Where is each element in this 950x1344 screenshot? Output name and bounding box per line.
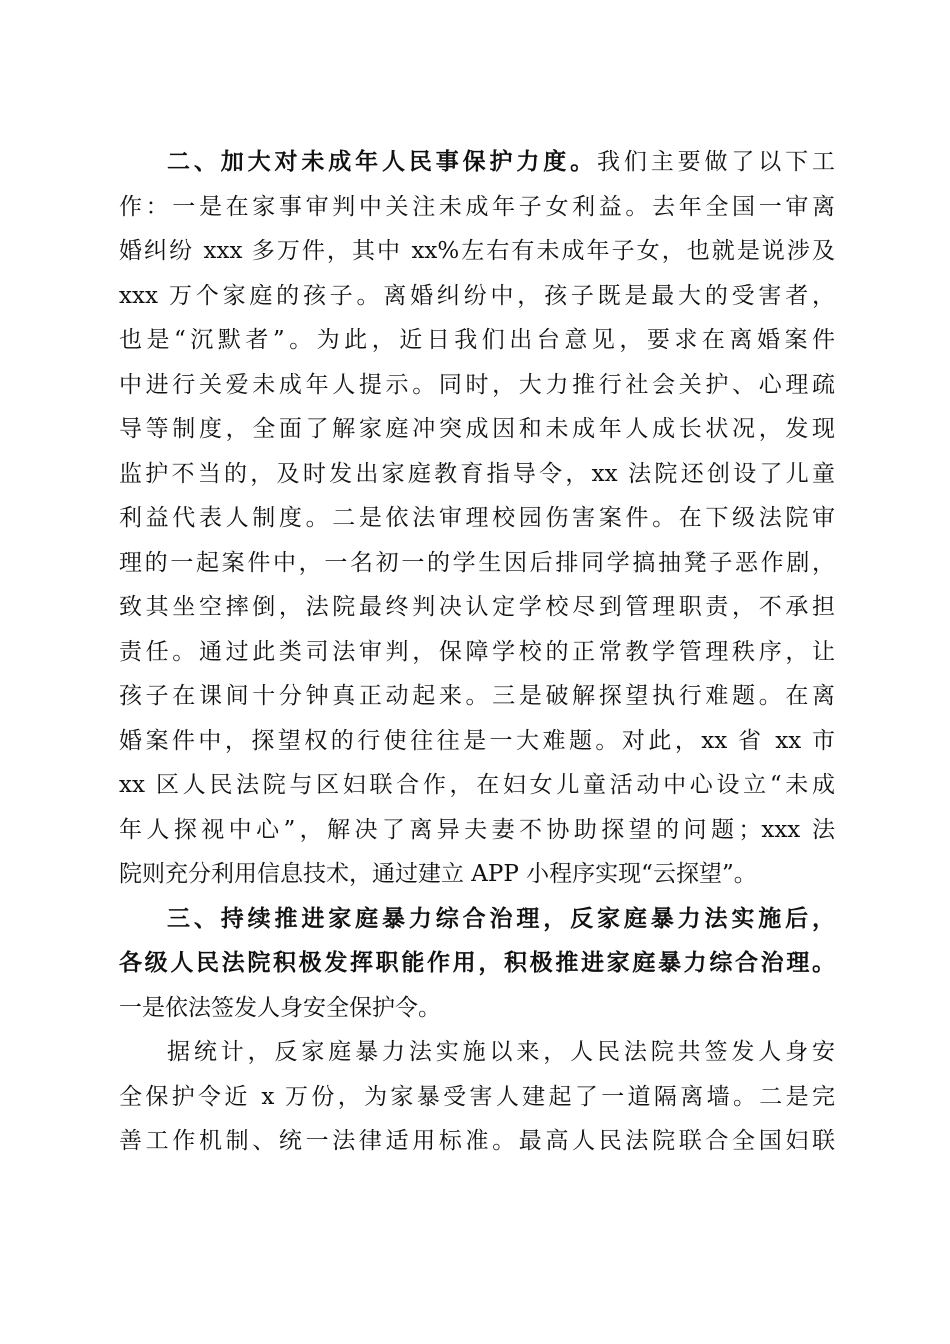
paragraph-line: 理的一起案件中，一名初一的学生因后排同学搞抽凳子恶作剧， <box>119 549 835 576</box>
paragraph-line: 院则充分利用信息技术，通过建立 APP 小程序实现“云探望”。 <box>119 861 757 887</box>
paragraph-line: 据统计，反家庭暴力法实施以来，人民法院共签发人身安 <box>167 1039 835 1065</box>
paragraph-line: 孩子在课间十分钟真正动起来。三是破解探望执行难题。在离 <box>119 683 835 709</box>
paragraph-line: 也是“沉默者”。为此，近日我们出台意见，要求在离婚案件 <box>119 327 835 353</box>
document-body <box>119 140 835 1164</box>
paragraph-line: 善工作机制、统一法律适用标准。最高人民法院联合全国妇联 <box>119 1128 835 1154</box>
paragraph-line: 年人探视中心”，解决了离异夫妻不协助探望的问题；xxx 法 <box>119 816 835 843</box>
paragraph-line: xx 区人民法院与区妇联合作，在妇女儿童活动中心设立“未成 <box>119 772 835 798</box>
paragraph-line: 利益代表人制度。二是依法审理校园伤害案件。在下级法院审 <box>119 505 835 531</box>
paragraph-line: 婚案件中，探望权的行使往往是一大难题。对此，xx 省 xx 市 <box>119 727 835 754</box>
paragraph-line: 导等制度，全面了解家庭冲突成因和未成年人成长状况，发现 <box>119 416 835 442</box>
paragraph-line: 中进行关爱未成年人提示。同时，大力推行社会关护、心理疏 <box>119 371 835 398</box>
paragraph-line: 全保护令近 x 万份，为家暴受害人建起了一道隔离墙。二是完 <box>119 1083 835 1110</box>
paragraph-line: 二、加大对未成年人民事保护力度。我们主要做了以下工 <box>167 149 835 175</box>
paragraph-line: 婚纠纷 xxx 多万件，其中 xx%左右有未成年子女，也就是说涉及 <box>119 238 835 264</box>
paragraph-line: 致其坐空摔倒，法院最终判决认定学校尽到管理职责，不承担 <box>119 594 835 620</box>
paragraph-3 <box>119 1030 835 1164</box>
paragraph-line: 监护不当的，及时发出家庭教育指导令，xx 法院还创设了儿童 <box>119 460 835 487</box>
paragraph-1 <box>119 140 835 897</box>
paragraph-line: xxx 万个家庭的孩子。离婚纠纷中，孩子既是最大的受害者， <box>119 282 835 309</box>
paragraph-line: 一是依法签发人身安全保护令。 <box>119 994 441 1021</box>
section-heading-three-continued: 各级人民法院积极发挥职能作用，积极推进家庭暴力综合治理。 <box>119 950 835 976</box>
paragraph-2 <box>119 897 835 1031</box>
paragraph-line: 作：一是在家事审判中关注未成年子女利益。去年全国一审离 <box>119 193 835 220</box>
paragraph-line: 责任。通过此类司法审判，保障学校的正常教学管理秩序，让 <box>119 638 835 665</box>
section-heading-three: 三、持续推进家庭暴力综合治理，反家庭暴力法实施后， <box>167 905 835 932</box>
section-heading-two: 二、加大对未成年人民事保护力度。 <box>167 149 597 175</box>
